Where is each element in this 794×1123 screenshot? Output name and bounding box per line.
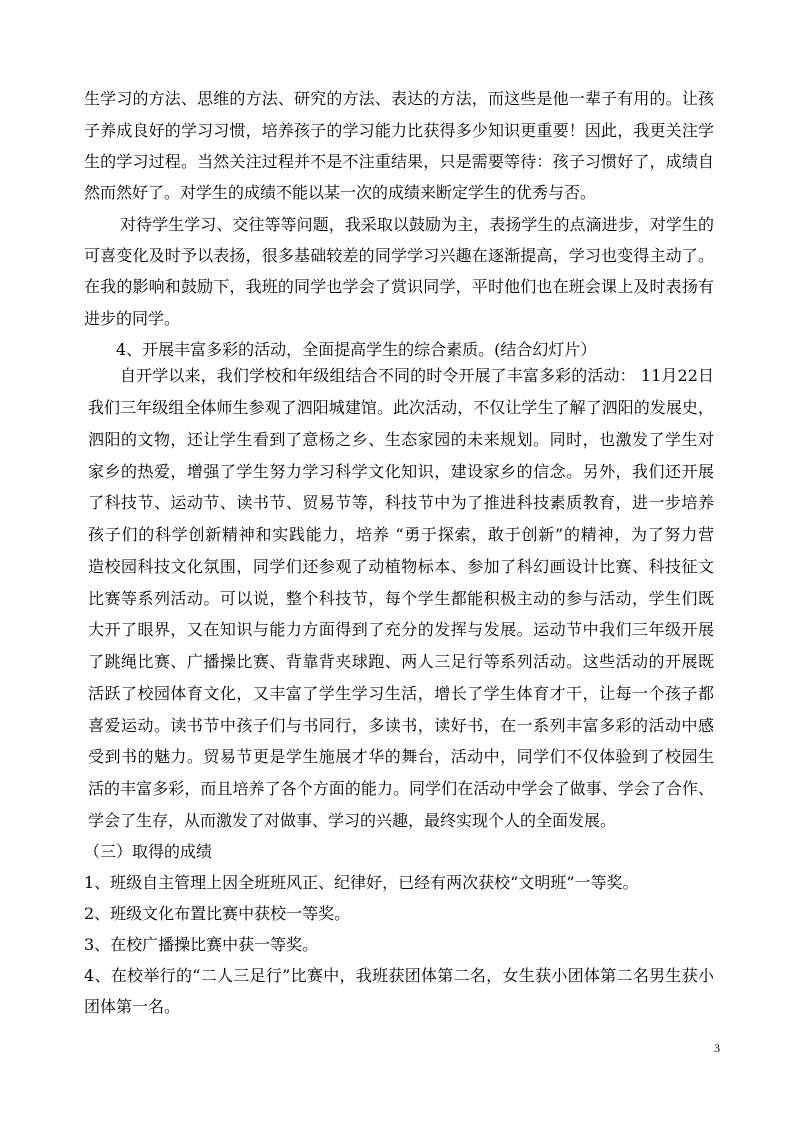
section-heading: （三）取得的成绩 xyxy=(84,843,213,861)
list-item: 3、在校广播操比赛中获一等奖。 xyxy=(84,936,319,954)
text-line: 生的学习过程。当然关注过程并不是不注重结果，只是需要等待：孩子习惯好了，成绩自 xyxy=(84,153,714,171)
text-line: 进步的同学。 xyxy=(84,310,181,328)
text-line: 活跃了校园体育文化，又丰富了学生学习生活，增长了学生体育才干，让每一个孩子都 xyxy=(88,685,714,703)
text-line: 了科技节、运动节、读书节、贸易节等，科技节中为了推进科技素质教育，进一步培养 xyxy=(88,494,714,512)
text-line: 学会了生存，从而激发了对做事、学习的兴趣，最终实现个人的全面发展。 xyxy=(88,812,617,830)
text-line: 了跳绳比赛、广播操比赛、背靠背夹球跑、两人三足行等系列活动。这些活动的开展既 xyxy=(88,653,714,671)
text-line: 比赛等系列活动。可以说，整个科技节，每个学生都能积极主动的参与活动，学生们既 xyxy=(88,590,714,608)
text-line: 喜爱运动。读书节中孩子们与书同行，多读书，读好书，在一系列丰富多彩的活动中感 xyxy=(88,717,714,735)
text-line: 大开了眼界，又在知识与能力方面得到了充分的发挥与发展。运动节中我们三年级开展 xyxy=(88,621,714,639)
text-line: 在我的影响和鼓励下，我班的同学也学会了赏识同学，平时他们也在班会课上及时表扬有 xyxy=(84,278,714,296)
text-line: 生学习的方法、思维的方法、研究的方法、表达的方法，而这些是他一辈子有用的。让孩 xyxy=(84,90,714,108)
text-line: 家乡的热爱，增强了学生努力学习科学文化知识，建设家乡的信念。另外，我们还开展 xyxy=(88,463,714,481)
text-line: 可喜变化及时予以表扬，很多基础较差的同学学习兴趣在逐渐提高，学习也变得主动了。 xyxy=(84,247,714,265)
text-line: 造校园科技文化氛围，同学们还参观了动植物标本、参加了科幻画设计比赛、科技征文 xyxy=(88,558,714,576)
list-item: 团体第一名。 xyxy=(84,998,181,1016)
text-line: 然而然好了。对学生的成绩不能以某一次的成绩来断定学生的优秀与否。 xyxy=(84,184,597,202)
list-item: 4、在校举行的“二人三足行”比赛中，我班获团体第二名，女生获小团体第二名男生获小 xyxy=(84,967,714,985)
text-line: 对待学生学习、交往等等问题，我采取以鼓励为主，表扬学生的点滴进步，对学生的 xyxy=(120,216,714,234)
page-number: 3 xyxy=(714,1041,720,1055)
text-line: 我们三年级组全体师生参观了泗阳城建馆。此次活动，不仅让学生了解了泗阳的发展史， xyxy=(88,399,714,417)
list-item: 2、班级文化布置比赛中获校一等奖。 xyxy=(84,905,351,923)
text-line: 泗阳的文物，还让学生看到了意杨之乡、生态家园的未来规划。同时，也激发了学生对 xyxy=(88,431,714,449)
text-line: 自开学以来，我们学校和年级组结合不同的时令开展了丰富多彩的活动： 11月22日 xyxy=(120,367,714,385)
list-item: 1、班级自主管理上因全班班风正、纪律好，已经有两次获校“文明班”一等奖。 xyxy=(84,874,639,892)
text-line: 受到书的魅力。贸易节更是学生施展才华的舞台，活动中，同学们不仅体验到了校园生 xyxy=(88,748,714,766)
text-line: 活的丰富多彩，而且培养了各个方面的能力。同学们在活动中学会了做事、学会了合作、 xyxy=(88,780,714,798)
text-line: 孩子们的科学创新精神和实践能力，培养 “勇于探索，敢于创新”的精神，为了努力营 xyxy=(88,526,714,544)
section-heading: 4、开展丰富多彩的活动，全面提高学生的综合素质。(结合幻灯片） xyxy=(116,341,597,359)
text-line: 子养成良好的学习习惯，培养孩子的学习能力比获得多少知识更重要！因此，我更关注学 xyxy=(84,122,714,140)
